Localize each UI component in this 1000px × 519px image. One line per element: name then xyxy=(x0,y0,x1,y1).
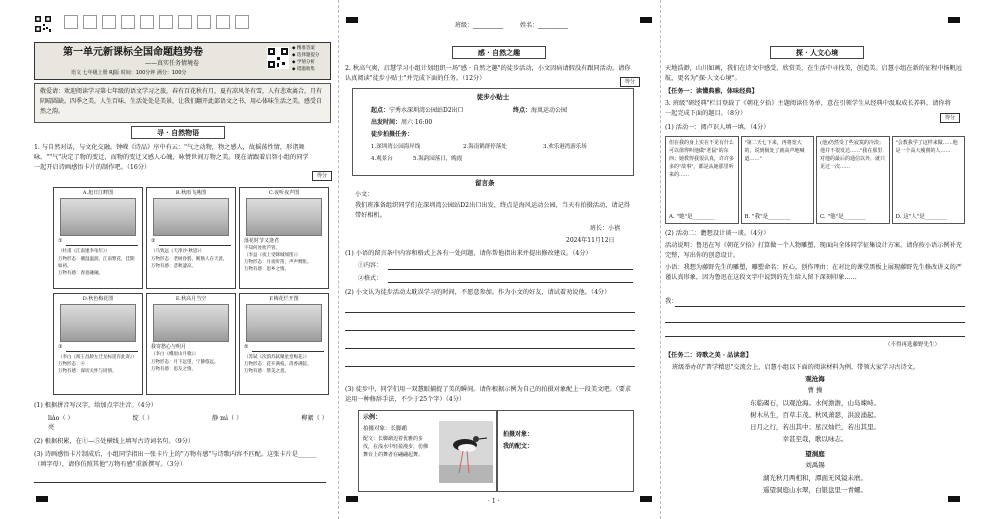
answer-content[interactable]: ①内容： xyxy=(358,262,383,269)
poem-title: 望洞庭 xyxy=(805,450,825,458)
pinyin-row xyxy=(48,414,328,432)
poem-card-a: A.旭日江畔图 ① （杜甫《江南逢李龟年》） 万物形态：潮湿温润，江南繁花，佳期如初。 万物有感：春意融融。 xyxy=(53,187,143,289)
note-signature: 班长：小禧 xyxy=(590,225,621,232)
poem-title: 观沧海 xyxy=(805,375,825,383)
name-field[interactable]: 姓名：__________ xyxy=(520,22,569,29)
hiking-tips-box xyxy=(352,88,634,176)
tips-time: 出发时间：周六 16:00 xyxy=(371,119,433,126)
sub-question-3: (3) 诗画感悟卡片制成后，小组同学指出一张卡片上的"万物有感"与诗歌内容不匹配。这张卡片是______（填字母），请你仿照其他"万物有感"重新撰写。（3分） xyxy=(34,451,317,468)
quote-answer[interactable]: B. "我"是________ xyxy=(744,214,791,220)
column-divider xyxy=(660,0,661,519)
card-blank: ① xyxy=(58,238,63,244)
poem-card-f: F.梅花烂开图 ⑤ （苏轼《次韵苏轼聚星堂梅花》） 万物形态：花开满枝，清香满院。 万物有感：赞美之意。 xyxy=(239,293,329,395)
answer-line[interactable] xyxy=(388,282,633,283)
intro-box xyxy=(34,83,331,123)
answer-line[interactable] xyxy=(345,348,635,349)
task-1-title: 【任务一：读懂典雅，体味经典】 xyxy=(665,88,758,95)
card-illustration xyxy=(60,198,136,236)
question-3: 3. 班级"研经典"栏目登载了《朝花夕拾》主题阅读任务单，意在引领学生从经典中汲取成长养料，请你将一起完成下面的题目。（8分） xyxy=(665,100,951,117)
question-2-2: (2) 小文认为徒步活动太耽误学习的时间，不愿意参加。作为小文的好友，请试着劝说他。（4分） xyxy=(345,289,611,296)
quote-answer[interactable]: A. "她"是________ xyxy=(669,214,715,220)
qr-code-icon xyxy=(34,15,52,33)
poem-author: 刘禹锡 xyxy=(805,461,825,469)
pinyin-item[interactable]: liào（ ） 亮 xyxy=(48,415,74,431)
answer-line[interactable] xyxy=(665,336,965,337)
qr-feature-list: ◆ 精准答案 ◆ 选择题提分 ◆ 学情分析 ◆ 错题收集 xyxy=(292,46,320,72)
registration-mark xyxy=(346,496,358,502)
pinyin-item[interactable]: 柳絮（ ） xyxy=(301,415,328,422)
tips-spot: 2.海南鹤群停落处 xyxy=(463,144,507,150)
page-number: · 1 · xyxy=(488,498,500,505)
poem-author: 曹 操 xyxy=(807,386,823,394)
tips-spot: 1.深圳湾公园海岸线 xyxy=(371,144,421,150)
quote-card: "第二天七下来，再将宽大的，说到极处了就高声地喊道……" B. "我"是________ xyxy=(741,136,815,224)
section-title-explore: 寻 · 自然物语 xyxy=(131,126,225,139)
registration-mark xyxy=(36,496,48,502)
section-title-humanity: 探 · 人文心境 xyxy=(770,46,864,59)
score-box: 得分 xyxy=(312,171,332,181)
card-illustration xyxy=(60,304,136,342)
tips-end: 终点：海岚运动公园 xyxy=(513,107,568,114)
card-illustration xyxy=(246,198,322,236)
answer-line[interactable] xyxy=(388,269,633,270)
activity-2-example: 小语：我想为藤野先生的雕塑，雕塑命名：匠心。创作理由：在对比的课堂黑板上展现藤野先生修改讲义的严谨认真形象，因为鲁迅在这段文字中说到的先生给人留下深刻印象…… xyxy=(665,264,962,281)
right-intro: 天地浩渺，山川如画，我们在诗文中感受、欣赏美，在生活中寻找美，创造美。启慧小组在新的征程中扬帆远航，更名为"探·人文心境"。 xyxy=(665,65,962,82)
score-slots xyxy=(64,15,249,29)
registration-mark xyxy=(948,496,960,502)
quote-answer[interactable]: D. 这"人"是________ xyxy=(895,214,947,220)
poem-line: 遥望洞庭山水翠，白银盘里一青螺。 xyxy=(763,486,867,494)
sub-question-2: (2) 根据积累，在①—⑤处横线上填写古诗词名句。（9分） xyxy=(34,438,195,445)
task-2-desc: 班级举办的"普学精思"交流会上，启慧小组以下面的阅读材料为例，带领大家学习古诗文。 xyxy=(672,364,920,371)
question-1: 1. 与自然对话，与文化交融。钟嵘《诗品》序中有云："气之动物，物之感人，故摇荡性情，形诸舞咏。""气"决定了物的变迁，而物的变迁又感人心魄，咏赞世间万物之美。现在请跟着启智小组的同学一起开启诗画感悟卡片的制作吧。（16分） xyxy=(34,144,309,171)
poem-line: 东临碣石，以观沧海。水何澹澹，山岛竦峙。 xyxy=(750,399,880,407)
quote-card: "会教我学了这样来做……他是一个高大瘦削的人…… D. 这"人"是________ xyxy=(892,136,966,224)
question-2-3: (3) 徒步中，同学们用一双慧眼捕捉了美的瞬间。请你根据示例为自己的拍摄对象配上一段美文吧。（要求运用一种修辞手法，不少于25个字）（4分） xyxy=(345,386,632,403)
poem-card-c: C.夜听夜声图 落花时节又逢君 不知何处吹芦管。 （李益《夜上受降城闻笛》） 万物形态：月夜听笛，声声惆怅。 万物有感：思乡之情。 xyxy=(239,187,329,289)
answer-line[interactable] xyxy=(675,306,965,307)
pinyin-item[interactable]: 静 mì（ ） xyxy=(212,415,243,422)
task-2-title: 【任务二：诗歌之美 · 品读意】 xyxy=(665,352,752,359)
score-box: 得分 xyxy=(620,77,640,87)
tips-spot: 4.观景台 xyxy=(371,156,393,162)
quote-answer[interactable]: C. "他"是________ xyxy=(820,214,866,220)
activity-1: (1) 活动一：阅卢识人填一填。（4分） xyxy=(665,124,770,131)
registration-mark xyxy=(948,17,960,23)
card-illustration xyxy=(246,304,322,342)
question-2-1: (1) 小语的留言条中内容和格式上各有一处问题，请你帮他指出来并提出修改建议。（4分） xyxy=(345,250,592,257)
column-divider xyxy=(338,0,339,519)
poem-line: 树木丛生，百草丰茂。秋风萧瑟，洪波涌起。 xyxy=(750,411,880,419)
intro-text: 敬爱请：欢迎阅读学习第七年级的语文学习之旅，春有百花秋有月，夏有凉风冬有雪，人有悲欢离合，月有阴晴圆缺。四季之美，人生百味，生活处处是美景，让我们翻开此部语文之书，用心体味生活之美，感受自然之韵。 xyxy=(40,88,323,115)
note-body: 我们班准备组织同学们在深圳湾公园站D2出口出发，终点是海风运动公园，当天有拍摄活动，请记得带好相机。 xyxy=(355,202,630,219)
section-title-feel: 感 · 自然之趣 xyxy=(452,46,546,59)
poem-line: 日月之行，若出其中；星汉灿烂，若出其里。 xyxy=(750,423,880,431)
registration-mark xyxy=(640,496,652,502)
page-subtitle: ——真实任务情境卷 xyxy=(145,60,200,67)
note-recipient: 小文： xyxy=(355,191,374,198)
class-field[interactable]: 班级：__________ xyxy=(455,22,504,29)
tips-title: 徒步小贴士 xyxy=(476,93,510,101)
stilt-bird-photo xyxy=(439,421,493,483)
tips-task: 徒步拍摄任务： xyxy=(371,131,414,138)
activity-2-me: 我： xyxy=(665,298,678,305)
quote-grid xyxy=(665,136,965,224)
answer-line[interactable] xyxy=(34,482,326,483)
poem-card-d: D.秋色梅花图 ③ （李白《闻王昌龄左迁龙标遥有此寄》） 万物形态：④ 万物有感：深切关怀与同情。 xyxy=(53,293,143,395)
score-box: 得分 xyxy=(940,113,960,123)
activity-2-note: （不得再选藤野先生） xyxy=(885,342,941,348)
poem-card-e: E.秋高月当空 我寄愁心与明月 （李白《峨眉山月歌》） 万物形态：月下远望，宁静悠远。 万物有感：思友之情。 xyxy=(146,293,236,395)
registration-mark xyxy=(640,17,652,23)
note-title: 留言条 xyxy=(475,179,495,187)
poem-card-b: B.秋雨飞燕图 ② （马致远《天净沙·秋思》） 万物形态：老树昏鸦，断肠人在天涯，万物有感：悲秋凄凉。 xyxy=(146,187,236,289)
activity-2-desc: 活动说明：鲁迅在写《朝花夕拾》打算做一个人物雕塑，现面向全体同学征集设计方案。请你按小语示例补充完整，写出你的创意设计。 xyxy=(665,242,962,259)
tips-spot: 3.欢乐港湾游乐场 xyxy=(543,144,587,150)
title-banner xyxy=(34,42,331,80)
note-date: 2024年11月12日 xyxy=(566,237,615,244)
question-2: 2. 秋高气爽，启慧学习小组计划组织一场"感 · 自然之趣"的徒步活动，小文因病请假没有跟同活动。请你认真阅读"徒步小贴士"并完成下面的任务。（12分） xyxy=(345,65,631,82)
answer-line[interactable] xyxy=(345,366,635,367)
exam-meta: 语文 七年级上册 RJ版 时间：100分钟 满分：100分 xyxy=(71,70,187,76)
answer-format[interactable]: ②格式： xyxy=(358,275,383,282)
card-illustration xyxy=(153,198,229,236)
qr-code-icon xyxy=(267,47,289,69)
answer-line[interactable] xyxy=(345,312,635,313)
sub-question-1: (1) 根据拼音写汉字，给加点字注音。（4分） xyxy=(34,402,157,409)
page-title: 第一单元新课标全国命题趋势卷 xyxy=(63,47,203,58)
quote-card: (他)仍然受了些寂寞的冷淡；他并不很发达……"我在那里对他的最后的通信以外，就只见过一次…… C. "他"是________ xyxy=(816,136,890,224)
poem-line: 幸甚至哉，歌以咏志。 xyxy=(782,435,848,443)
card-illustration xyxy=(153,304,229,342)
answer-line[interactable] xyxy=(345,330,635,331)
answer-line[interactable] xyxy=(665,322,965,323)
my-answer-box[interactable]: 拍摄对象： 我的配文： xyxy=(496,410,634,492)
quote-card: 但在我的身上实在不见有什么可以值得叫他做"老鼠"的东西；她教得我很认真，许许多多的"故事"，都是从她那里听来的…… A. "她"是________ xyxy=(665,136,739,224)
example-box: 示例： 拍摄对象：长脚鹬 配文：长脚鹬迈着优雅的步伐，在浅水中轻盈漫步，仿佛舞台上的舞者在翩翩起舞。 xyxy=(358,410,498,492)
registration-mark xyxy=(346,17,358,23)
pinyin-item[interactable]: 绽（ ） xyxy=(132,415,154,422)
poem-line: 湖光秋月两相和，潭面无风镜未磨。 xyxy=(763,474,867,482)
tips-start: 起点：宁秀水深圳湾公园站D2出口 xyxy=(371,107,464,114)
activity-2: (2) 活动二：瞻想设计谈一谈。（4分） xyxy=(665,230,770,237)
tips-spot: 5.海韵园落日，晚霞 xyxy=(413,156,463,162)
